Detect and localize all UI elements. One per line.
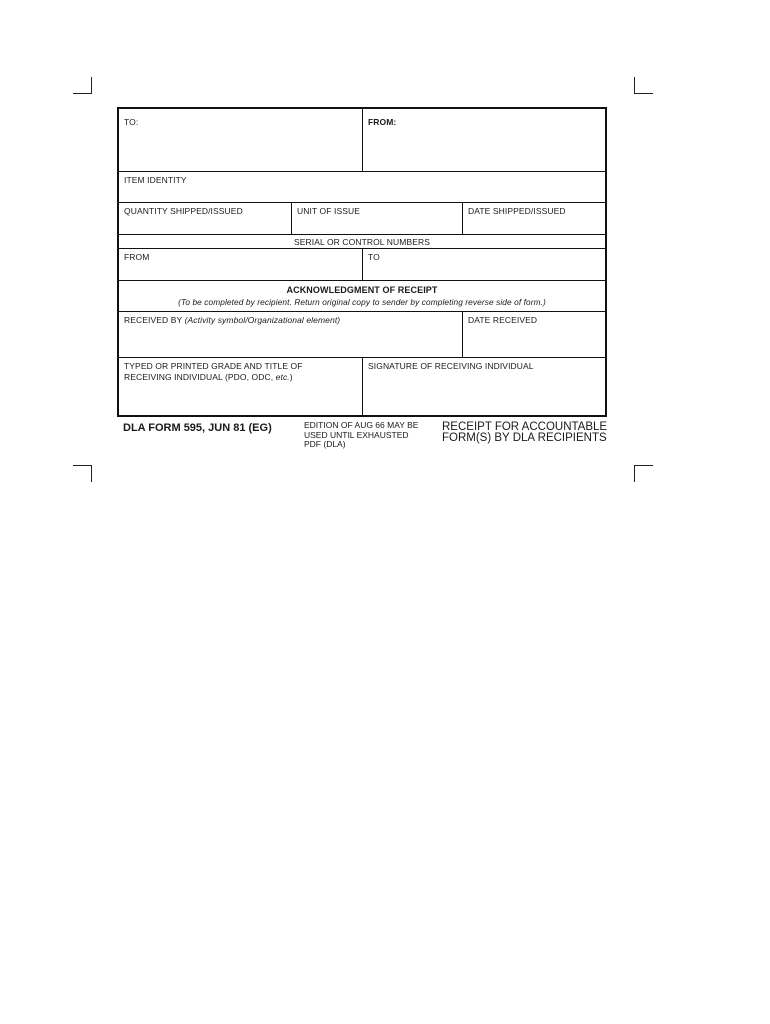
to-field[interactable] (119, 109, 362, 171)
item-identity-field[interactable] (119, 172, 605, 202)
date-shipped-field[interactable] (463, 203, 605, 234)
grade-title-prefix: RECEIVING INDIVIDUAL (PDO, ODC, (124, 372, 276, 382)
grade-title-etc: etc. (275, 372, 290, 382)
date-received-field[interactable] (463, 312, 605, 357)
date-shipped-label: DATE SHIPPED/ISSUED (468, 206, 566, 216)
form-title-line: FORM(S) BY DLA RECIPIENTS (442, 431, 607, 444)
acknowledgment-instructions: (To be completed by recipient. Return original copy to sender by completing reverse side of form.) (178, 297, 546, 307)
crop-mark-top-left (73, 77, 92, 94)
serial-numbers-header: SERIAL OR CONTROL NUMBERS (293, 237, 430, 247)
form-title (442, 422, 607, 443)
signature-field[interactable] (363, 358, 605, 415)
serial-to-field[interactable] (363, 249, 605, 280)
edition-note (304, 421, 418, 450)
quantity-label: QUANTITY SHIPPED/ISSUED (124, 206, 243, 216)
crop-mark-bottom-left (73, 465, 92, 482)
grade-title-suffix: ) (289, 372, 293, 382)
item-identity-label: ITEM IDENTITY (124, 175, 187, 185)
received-by-label (124, 315, 340, 325)
crop-mark-top-right (634, 77, 653, 94)
form-title-line: RECEIPT FOR ACCOUNTABLE (442, 421, 608, 433)
acknowledgment-title: ACKNOWLEDGMENT OF RECEIPT (286, 285, 438, 295)
edition-line: USED UNTIL EXHAUSTED (304, 429, 409, 440)
received-by-text: RECEIVED BY (124, 315, 183, 325)
unit-of-issue-field[interactable] (292, 203, 462, 234)
signature-label: SIGNATURE OF RECEIVING INDIVIDUAL (368, 361, 534, 371)
divider (119, 234, 605, 235)
grade-title-label-line2 (124, 372, 293, 382)
received-by-note: (Activity symbol/Organizational element) (184, 315, 341, 325)
from-label: FROM: (368, 117, 397, 127)
serial-from-label: FROM (124, 252, 150, 262)
edition-line: PDF (DLA) (304, 439, 346, 449)
unit-of-issue-label: UNIT OF ISSUE (297, 206, 361, 216)
serial-to-label: TO (368, 252, 380, 262)
receipt-form (117, 107, 607, 417)
date-received-label: DATE RECEIVED (468, 315, 538, 325)
quantity-field[interactable] (119, 203, 291, 234)
edition-line: EDITION OF AUG 66 MAY BE (304, 420, 419, 430)
crop-mark-bottom-right (634, 465, 653, 482)
to-label: TO: (124, 117, 139, 127)
grade-title-label-line1: TYPED OR PRINTED GRADE AND TITLE OF (124, 361, 303, 371)
divider (119, 280, 605, 281)
form-number: DLA FORM 595, JUN 81 (EG) (123, 422, 272, 434)
grade-title-field[interactable] (119, 358, 362, 415)
received-by-field[interactable] (119, 312, 462, 357)
from-field[interactable] (363, 109, 605, 171)
serial-from-field[interactable] (119, 249, 362, 280)
